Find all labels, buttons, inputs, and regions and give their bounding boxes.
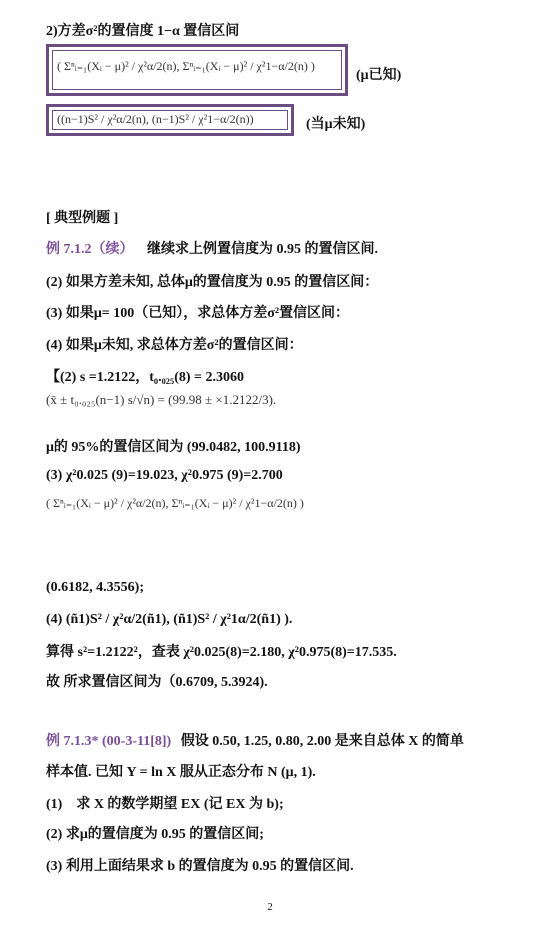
formula-unknown-mu: ((n−1)S² / χ²α/2(n), (n−1)S² / χ²1−α/2(n)) bbox=[57, 112, 254, 126]
solution-3-formula: ( Σⁿᵢ₌₁(Xᵢ − μ)² / χ²α/2(n), Σⁿᵢ₌₁(Xᵢ − μ)² / χ²1−α/2(n) ) bbox=[46, 496, 304, 510]
question-3: (3) 如果μ= 100（已知），求总体方差σ²置信区间： bbox=[46, 306, 350, 321]
example-713 bbox=[46, 730, 464, 750]
solution-2-formula: (x̄ ± t₀.₀₂₅(n−1) s/√n) = (99.98 ± ×1.2122/3). bbox=[46, 392, 277, 407]
example-712-text: 继续求上例置信度为 0.95 的置信区间. bbox=[147, 242, 378, 257]
solution-2-result: μ的 95%的置信区间为 (99.0482, 100.9118) bbox=[46, 440, 301, 455]
example-713-question-2: (2) 求μ的置信度为 0.95 的置信区间; bbox=[46, 827, 264, 842]
example-712-prefix: 例 7.1.2（续） bbox=[46, 242, 134, 257]
example-713-question-1: (1) 求 X 的数学期望 EX (记 EX 为 b); bbox=[46, 797, 284, 812]
example-713-text-1: 假设 0.50, 1.25, 0.80, 2.00 是来自总体 X 的简单 bbox=[180, 734, 464, 749]
formula-known-mu: ( Σⁿᵢ₌₁(Xᵢ − μ)² / χ²α/2(n), Σⁿᵢ₌₁(Xᵢ − μ)² / χ²1−α/2(n) ) bbox=[57, 59, 315, 73]
page-number: 2 bbox=[267, 901, 273, 913]
example-713-text-2: 样本值. 已知 Y = ln X 服从正态分布 N (μ, 1). bbox=[46, 765, 316, 780]
question-2: (2) 如果方差未知, 总体μ的置信度为 0.95 的置信区间： bbox=[46, 275, 379, 290]
example-713-question-3: (3) 利用上面结果求 b 的置信度为 0.95 的置信区间. bbox=[46, 859, 354, 874]
solution-3-line: (3) χ²0.025 (9)=19.023, χ²0.975 (9)=2.700 bbox=[46, 468, 283, 483]
solution-3-result: (0.6182, 4.3556); bbox=[46, 580, 144, 595]
label-known-mu: (μ已知) bbox=[356, 68, 402, 83]
example-712 bbox=[46, 238, 378, 258]
solution-2-line: 【(2) s =1.2122，t₀.₀₂₅(8) = 2.3060 bbox=[46, 370, 245, 385]
solution-4-calc: 算得 s²=1.2122²，查表 χ²0.025(8)=2.180, χ²0.975(8)=17.535. bbox=[46, 645, 397, 660]
variance-heading: 2)方差σ²的置信度 1−α 置信区间 bbox=[46, 24, 240, 39]
example-713-prefix: 例 7.1.3* (00-3-11[8]) bbox=[46, 734, 172, 749]
question-4: (4) 如果μ未知, 求总体方差σ²的置信区间： bbox=[46, 338, 303, 353]
solution-4-result: 故 所求置信区间为（0.6709, 5.3924). bbox=[46, 675, 268, 690]
label-unknown-mu: (当μ未知) bbox=[306, 117, 366, 132]
formula-box-known bbox=[46, 44, 348, 96]
formula-box-unknown bbox=[46, 104, 294, 136]
solution-4-line: (4) (ñ1)S² / χ²α/2(ñ1), (ñ1)S² / χ²1α/2(ñ1) ). bbox=[46, 612, 293, 627]
section-heading: [ 典型例题 ] bbox=[46, 211, 119, 226]
